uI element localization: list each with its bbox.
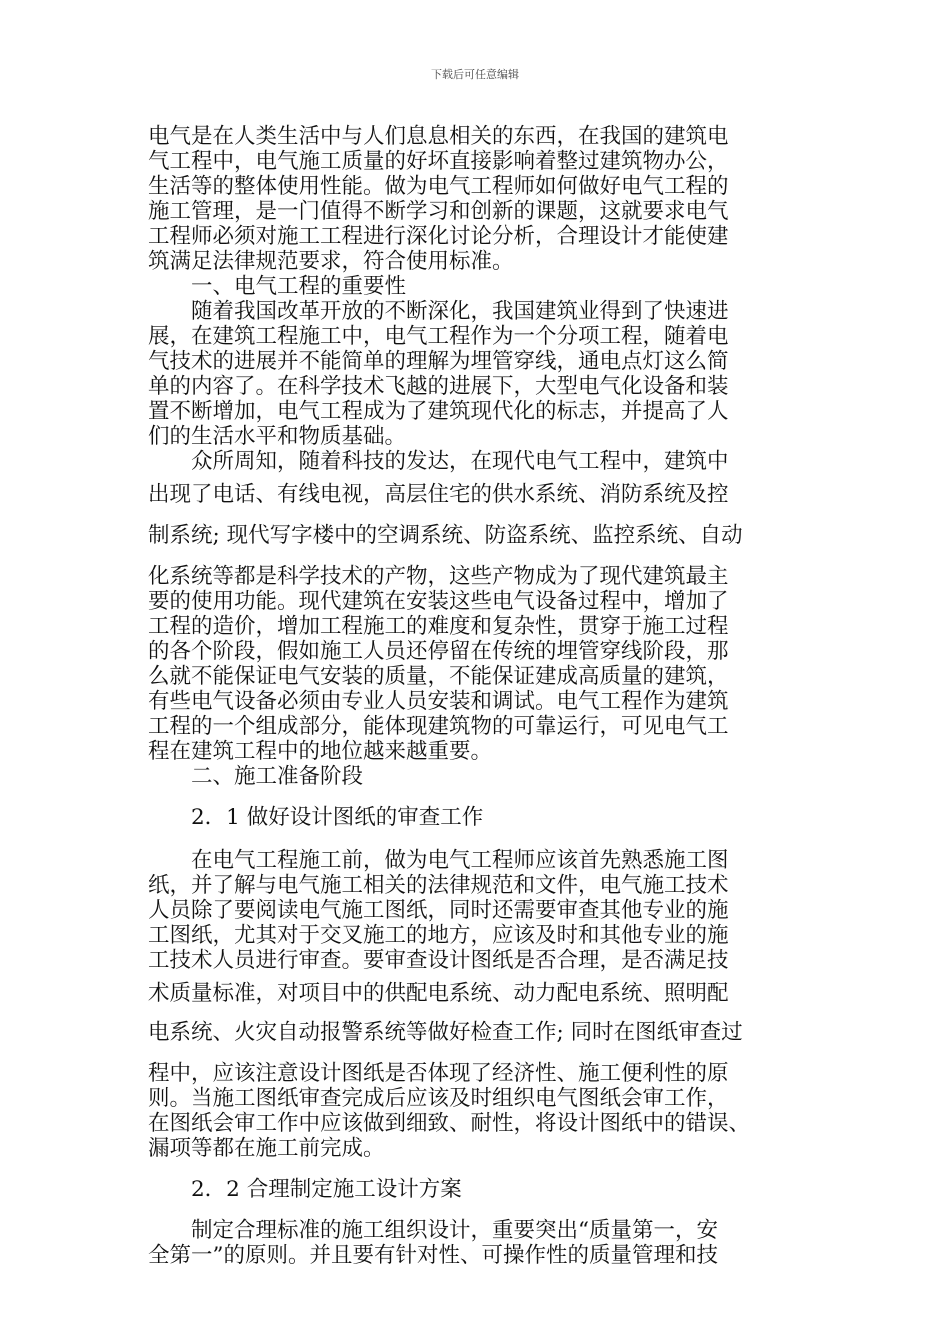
text-line: 的各个阶段，假如施工人员还停留在传统的埋管穿线阶段，那 <box>148 639 729 664</box>
text-line: 们的生活水平和物质基础。 <box>148 424 407 449</box>
text-line: 置不断增加，电气工程成为了建筑现代化的标志，并提高了人 <box>148 399 729 424</box>
text-line: 么就不能保证电气安装的质量，不能保证建成高质量的建筑， <box>148 664 729 689</box>
subsection-heading: 2．1 做好设计图纸的审查工作 <box>191 805 484 830</box>
text-line: 有些电气设备必须由专业人员安装和调试。电气工程作为建筑 <box>148 689 729 714</box>
text-line: 在电气工程施工前，做为电气工程师应该首先熟悉施工图 <box>191 848 729 873</box>
text-line: 在图纸会审工作中应该做到细致、耐性，将设计图纸中的错误、 <box>148 1111 751 1136</box>
text-line: 制系统; 现代写字楼中的空调系统、防盗系统、监控系统、自动 <box>148 523 743 548</box>
text-line: 众所周知，随着科技的发达，在现代电气工程中，建筑中 <box>191 449 729 474</box>
text-line: 程在建筑工程中的地位越来越重要。 <box>148 739 493 764</box>
subsection-heading: 2．2 合理制定施工设计方案 <box>191 1177 462 1202</box>
text-line: 术质量标准，对项目中的供配电系统、动力配电系统、照明配 <box>148 981 729 1006</box>
text-line: 工技术人员进行审查。要审查设计图纸是否合理，是否满足技 <box>148 948 729 973</box>
text-line: 工程的造价，增加工程施工的难度和复杂性，贯穿于施工过程 <box>148 614 729 639</box>
text-line: 筑满足法律规范要求，符合使用标准。 <box>148 249 514 274</box>
text-line: 工图纸，尤其对于交叉施工的地方，应该及时和其他专业的施 <box>148 923 729 948</box>
text-line: 气工程中，电气施工质量的好坏直接影响着整过建筑物办公， <box>148 149 729 174</box>
text-line: 生活等的整体使用性能。做为电气工程师如何做好电气工程的 <box>148 174 729 199</box>
text-line: 随着我国改革开放的不断深化，我国建筑业得到了快速进 <box>191 299 729 324</box>
text-line: 则。当施工图纸审查完成后应该及时组织电气图纸会审工作， <box>148 1086 729 1111</box>
text-line: 制定合理标准的施工组织设计，重要突出“质量第一，安 <box>191 1218 718 1243</box>
text-line: 人员除了要阅读电气施工图纸，同时还需要审查其他专业的施 <box>148 898 729 923</box>
section-heading: 一、电气工程的重要性 <box>191 274 407 299</box>
text-line: 电系统、火灾自动报警系统等做好检查工作; 同时在图纸审查过 <box>148 1020 743 1045</box>
text-line: 要的使用功能。现代建筑在安装这些电气设备过程中，增加了 <box>148 589 729 614</box>
text-line: 展，在建筑工程施工中，电气工程作为一个分项工程，随着电 <box>148 324 729 349</box>
text-line: 工程的一个组成部分，能体现建筑物的可靠运行，可见电气工 <box>148 714 729 739</box>
text-line: 施工管理，是一门值得不断学习和创新的课题，这就要求电气 <box>148 199 729 224</box>
text-line: 气技术的进展并不能简单的理解为埋管穿线，通电点灯这么简 <box>148 349 729 374</box>
text-line: 工程师必须对施工工程进行深化讨论分析，合理设计才能使建 <box>148 224 729 249</box>
document-body <box>148 124 808 1268</box>
text-line: 电气是在人类生活中与人们息息相关的东西，在我国的建筑电 <box>148 124 729 149</box>
section-heading: 二、施工准备阶段 <box>191 764 364 789</box>
text-line: 化系统等都是科学技术的产物，这些产物成为了现代建筑最主 <box>148 564 729 589</box>
text-line: 程中，应该注意设计图纸是否体现了经济性、施工便利性的原 <box>148 1061 729 1086</box>
text-line: 单的内容了。在科学技术飞越的进展下，大型电气化设备和装 <box>148 374 729 399</box>
text-line: 全第一”的原则。并且要有针对性、可操作性的质量管理和技 <box>148 1243 718 1268</box>
text-line: 漏项等都在施工前完成。 <box>148 1136 385 1161</box>
text-line: 出现了电话、有线电视，高层住宅的供水系统、消防系统及控 <box>148 482 729 507</box>
page-header: 下载后可任意编辑 <box>431 68 519 81</box>
text-line: 纸，并了解与电气施工相关的法律规范和文件，电气施工技术 <box>148 873 729 898</box>
